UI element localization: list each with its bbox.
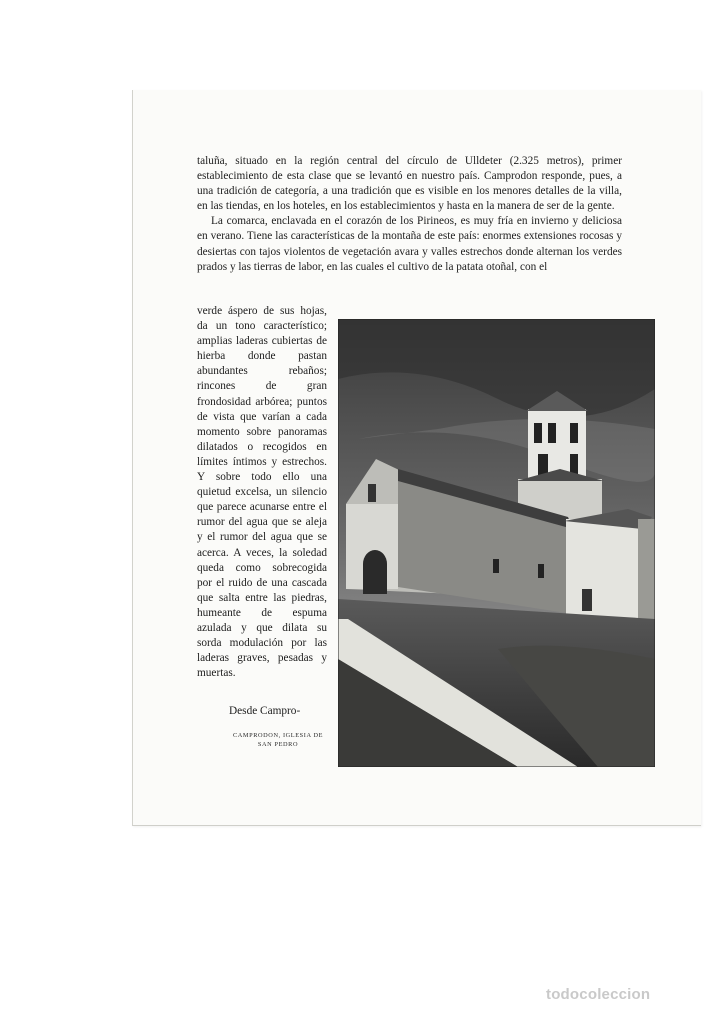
photo-caption: CAMPRODON, IGLESIA DE SAN PEDRO [232,732,324,748]
article-column-text [197,304,327,681]
paragraph-2: La comarca, enclavada en el corazón de los Pirineos, es muy fría en invierno y deliciosa en verano. Tiene las características de la montaña de este país: enormes extensiones rocosas y desiertas con tajos violentos de vegetación avara y valles estrechos donde alternan los verdes prados y las tierras de labor, en las cuales el cultivo de la patata otoñal, con el [197,215,622,273]
paragraph-1: taluña, situado en la región central del círculo de Ulldeter (2.325 metros), primer establecimiento de esta clase que se levantó en nuestro país. Camprodon responde, pues, a una tradición de categoría, a una tradición que es visible en los menores detalles de la villa, en las tiendas, en los hoteles, en los establecimientos y hasta en la manera de ser de la gente. [197,155,622,213]
article-top-text [197,154,622,275]
watermark-logo: todocoleccion [546,986,651,1003]
magazine-page [132,90,701,826]
article-last-line: Desde Campro- [229,705,301,717]
church-photo [338,319,655,767]
column-paragraph: verde áspero de sus hojas, da un tono característico; amplias laderas cubiertas de hierba donde pastan abundantes rebaños; rincones de gran frondosidad arbórea; puntos de vista que varían a cada momento sobre panoramas dilatados o recogidos en límites íntimos y estrechos. Y sobre todo ello una quietud excelsa, un silencio que parece acunarse entre el rumor del agua que se aleja y el rumor del agua que se acerca. A veces, la soledad queda como sobrecogida por el ruido de una cascada que salta entre las piedras, humeante de espuma azulada y que dilata su sorda modulación por las laderas graves, pesadas y muertas. [197,305,327,680]
